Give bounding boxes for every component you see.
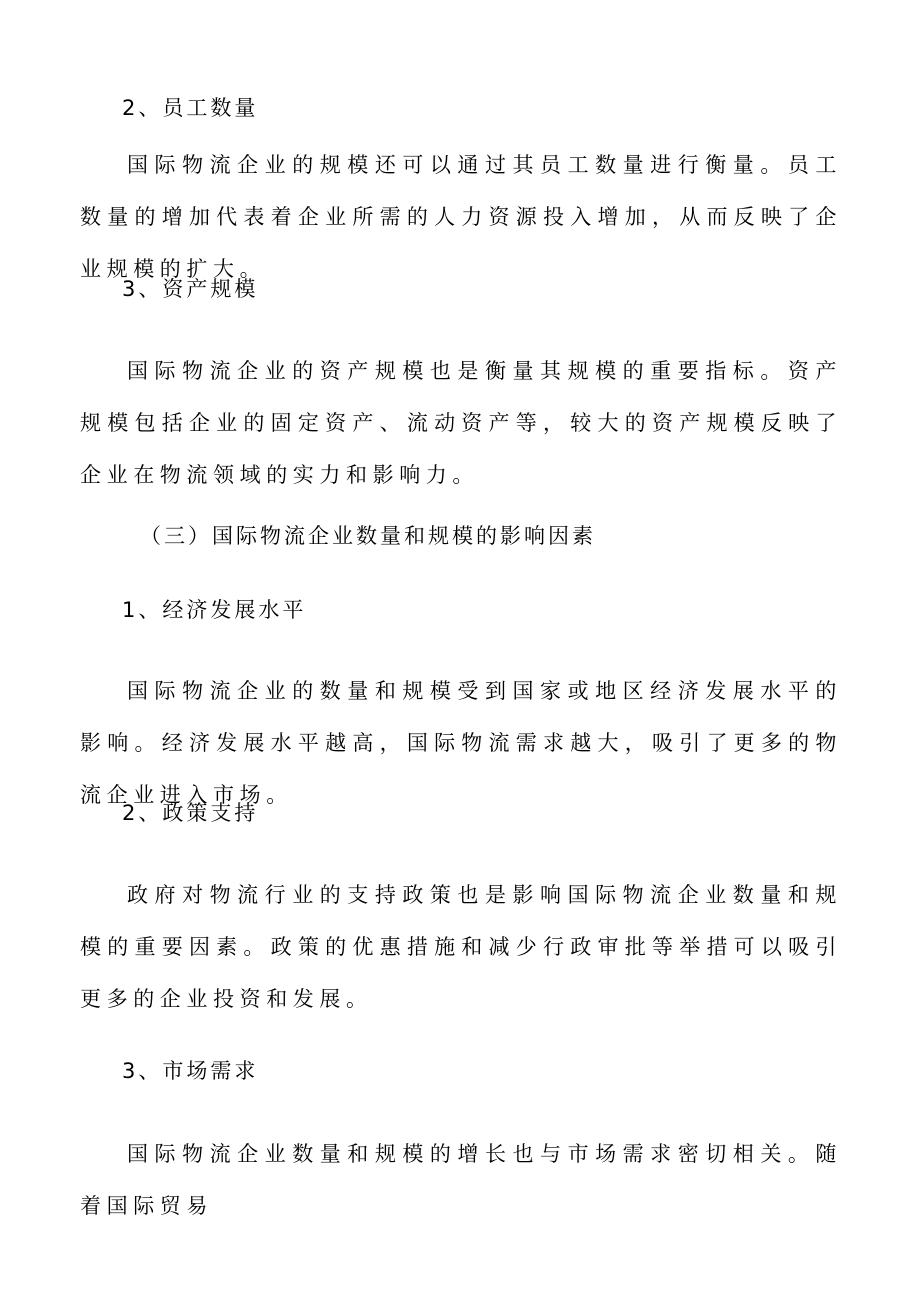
heading-employee-count: 2、员工数量 xyxy=(122,96,259,120)
subsection-title-influencing-factors: （三）国际物流企业数量和规模的影响因素 xyxy=(140,524,596,548)
paragraph-policy-support: 政府对物流行业的支持政策也是影响国际物流企业数量和规模的重要因素。政策的优惠措施和减少行政审批等举措可以吸引更多的企业投资和发展。 xyxy=(80,883,842,1011)
paragraph-asset-scale: 国际物流企业的资产规模也是衡量其规模的重要指标。资产规模包括企业的固定资产、流动资产等，较大的资产规模反映了企业在物流领域的实力和影响力。 xyxy=(80,359,842,487)
paragraph-employee-count: 国际物流企业的规模还可以通过其员工数量进行衡量。员工数量的增加代表着企业所需的人力资源投入增加，从而反映了企业规模的扩大。 xyxy=(80,153,842,281)
heading-asset-scale: 3、资产规模 xyxy=(122,277,259,301)
paragraph-market-demand: 国际物流企业数量和规模的增长也与市场需求密切相关。随着国际贸易 xyxy=(80,1142,842,1218)
paragraph-economic-level: 国际物流企业的数量和规模受到国家或地区经济发展水平的影响。经济发展水平越高，国际物流需求越大，吸引了更多的物流企业进入市场。 xyxy=(80,679,842,807)
heading-economic-level: 1、经济发展水平 xyxy=(122,598,307,622)
heading-market-demand: 3、市场需求 xyxy=(122,1059,259,1083)
heading-policy-support: 2、政策支持 xyxy=(122,801,259,825)
